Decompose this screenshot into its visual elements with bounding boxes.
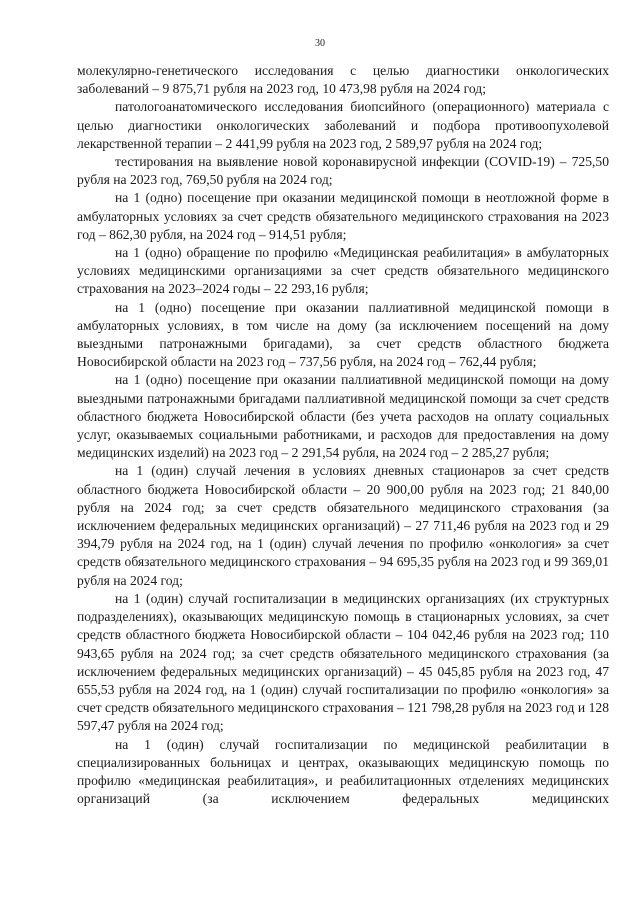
paragraph-molecular-genetic: молекулярно-генетического исследования с целью диагностики онкологических заболеваний – 9 875,71 рубля на 2023 год, 10 473,98 рубля на 2024 год; bbox=[77, 63, 609, 97]
paragraph-urgent-visit: на 1 (одно) посещение при оказании медицинской помощи в неотложной форме в амбулаторных условиях за счет средств обязательного медицинского страхования на 2023 год – 862,30 рубля, на 2024 год – 914,51 рубля; bbox=[77, 190, 609, 242]
paragraph-palliative-visit: на 1 (одно) посещение при оказании паллиативной медицинской помощи в амбулаторных условиях, в том числе на дому (за исключением посещений на дому выездными патронажными бригадами), за счет средств областного бюджета Новосибирской области на 2023 год – 737,56 рубля, на 2024 год – 762,44 рубля; bbox=[77, 299, 609, 370]
paragraph-hospitalization: на 1 (один) случай госпитализации в медицинских организациях (их структурных подразделениях), оказывающих медицинскую помощь в стационарных условиях, за счет средств областного бюджета Новосибирской области – 104 042,46 рубля на 2023 год; 110 943,65 рубля на 2024 год; за счет средств обязательного медицинского страхования (за исключением федеральных медицинских организаций) – 45 045,85 рубля на 2023 год, 47 655,53 рубля на 2024 год, на 1 (один) случай госпитализации по профилю «онкология» за счет средств обязательного медицинского страхования – 121 798,28 рубля на 2023 год и 128 597,47 рубля на 2024 год; bbox=[77, 590, 609, 734]
paragraph-day-hospital: на 1 (один) случай лечения в условиях дневных стационаров за счет средств областного бюджета Новосибирской области – 20 900,00 рубля на 2023 год; 21 840,00 рубля на 2024 год; за счет средств обязательного медицинского страхования (за исключением федеральных медицинских организаций) – 27 711,46 рубля на 2023 год и 29 394,79 рубля на 2024 год, на 1 (один) случай лечения по профилю «онкология» за счет средств обязательного медицинского страхования – 94 695,35 рубля на 2023 год и 99 369,01 рубля на 2024 год; bbox=[77, 463, 609, 588]
paragraph-pathology: патологоанатомического исследования биопсийного (операционного) материала с целью диагностики онкологических заболеваний и подбора противоопухолевой лекарственной терапии – 2 441,99 рубля на 2023 год, 2 589,97 рубля на 2024 год; bbox=[77, 99, 609, 151]
paragraph-rehabilitation-hospitalization: на 1 (один) случай госпитализации по медицинской реабилитации в специализированных больницах и центрах, оказывающих медицинскую помощь по профилю «медицинская реабилитация», и реабилитационных отделениях медицинских организаций (за исключением федеральных медицинских bbox=[77, 736, 609, 807]
page-number: 30 bbox=[315, 38, 325, 49]
paragraph-covid-testing: тестирования на выявление новой коронавирусной инфекции (COVID-19) – 725,50 рубля на 2023 год, 769,50 рубля на 2024 год; bbox=[77, 154, 609, 188]
paragraph-rehabilitation-appeal: на 1 (одно) обращение по профилю «Медицинская реабилитация» в амбулаторных условиях медицинскими организациями за счет средств обязательного медицинского страхования на 2023–2024 годы – 22 293,16 рубля; bbox=[77, 245, 609, 297]
document-body bbox=[77, 62, 609, 808]
paragraph-palliative-home-visit: на 1 (одно) посещение при оказании паллиативной медицинской помощи на дому выездными патронажными бригадами паллиативной медицинской помощи за счет средств областного бюджета Новосибирской области (без учета расходов на оплату социальных услуг, оказываемых социальными работниками, и расходов для предоставления на дому медицинских изделий) на 2023 год – 2 291,54 рубля, на 2024 год – 2 285,27 рубля; bbox=[77, 372, 609, 461]
